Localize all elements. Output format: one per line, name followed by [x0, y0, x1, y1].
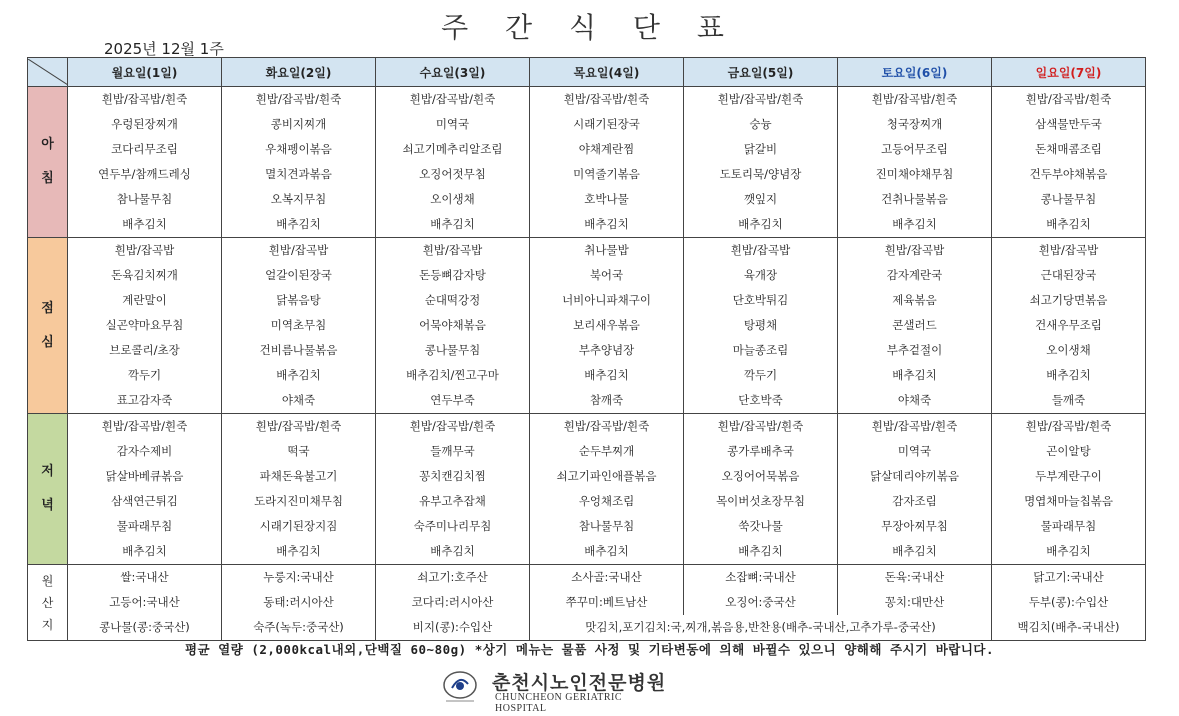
menu-item: 흰밥/잡곡밥/흰죽	[101, 419, 188, 433]
menu-item: 흰밥/잡곡밥/흰죽	[409, 419, 496, 433]
origin-item: 콩나물(콩:중국산)	[99, 620, 190, 634]
menu-item: 취나물밥	[584, 243, 629, 257]
origin-last-cell	[530, 615, 992, 641]
lunch-day-cell	[838, 238, 992, 414]
menu-item: 흰밥/잡곡밥/흰죽	[1025, 92, 1112, 106]
menu-item: 닭살바베큐볶음	[105, 469, 184, 483]
day-header-mon: 월요일(1일)	[68, 58, 222, 87]
origin-item: 소잡뼈:국내산	[725, 570, 796, 584]
menu-item: 배추김치	[1046, 544, 1091, 558]
menu-item: 감자계란국	[886, 268, 943, 282]
menu-item: 미역국	[897, 444, 932, 458]
origin-day-cell	[530, 565, 684, 616]
menu-item: 배추김치	[738, 217, 783, 231]
menu-item: 마늘종조림	[732, 343, 789, 357]
menu-item: 파채돈육불고기	[259, 469, 338, 483]
menu-item: 호박나물	[584, 192, 629, 206]
breakfast-day-cell	[68, 87, 222, 238]
hospital-name-en: CHUNCHEON GERIATRIC HOSPITAL	[495, 692, 622, 714]
menu-item: 미역국	[435, 117, 470, 131]
menu-item: 참깨죽	[589, 393, 624, 407]
menu-item: 건취나물볶음	[881, 192, 948, 206]
menu-item: 순대떡강정	[424, 293, 481, 307]
menu-item: 떡국	[287, 444, 310, 458]
menu-item: 브로콜리/초장	[109, 343, 180, 357]
menu-item: 부추겉절이	[886, 343, 943, 357]
menu-item: 어묵야채볶음	[419, 318, 486, 332]
day-header-row	[28, 58, 1146, 87]
lunch-day-cell	[68, 238, 222, 414]
menu-item: 흰밥/잡곡밥/흰죽	[255, 419, 342, 433]
menu-item: 흰밥/잡곡밥/흰죽	[563, 419, 650, 433]
menu-item: 건비름나물볶음	[259, 343, 338, 357]
menu-item: 연두부죽	[430, 393, 475, 407]
menu-item: 흰밥/잡곡밥	[1038, 243, 1099, 257]
menu-item: 청국장찌개	[886, 117, 943, 131]
menu-item: 우엉채조림	[578, 494, 635, 508]
menu-item: 오복지무침	[270, 192, 327, 206]
menu-item: 배추김치	[276, 217, 321, 231]
menu-item: 단호박죽	[738, 393, 783, 407]
dinner-day-cell	[68, 414, 222, 565]
menu-item: 깻잎지	[743, 192, 778, 206]
origin-last-cell	[992, 615, 1146, 641]
menu-item: 우채펭이볶음	[265, 142, 332, 156]
menu-item: 계란말이	[122, 293, 167, 307]
breakfast-day-cell	[376, 87, 530, 238]
menu-item: 돈육김치찌개	[111, 268, 178, 282]
origin-item: 숙주(녹두:중국산)	[253, 620, 344, 634]
menu-item: 배추김치	[122, 544, 167, 558]
menu-item: 물파래무침	[116, 519, 173, 533]
menu-item: 배추김치	[276, 368, 321, 382]
menu-item: 육개장	[743, 268, 778, 282]
hospital-name-kr: 춘천시노인전문병원	[492, 672, 667, 694]
meal-label-char: 점	[41, 300, 54, 316]
menu-item: 우렁된장찌개	[111, 117, 178, 131]
menu-item: 쑥갓나물	[738, 519, 783, 533]
menu-item: 배추김치	[892, 544, 937, 558]
menu-item: 멸치견과볶음	[265, 167, 332, 181]
menu-item: 진미채야채무침	[875, 167, 954, 181]
lunch-day-cell	[992, 238, 1146, 414]
breakfast-day-cell	[838, 87, 992, 238]
origin-item: 돈육:국내산	[884, 570, 945, 584]
menu-item: 닭살데리야끼볶음	[870, 469, 959, 483]
menu-item: 흰밥/잡곡밥/흰죽	[717, 92, 804, 106]
lunch-row	[28, 238, 1146, 414]
menu-item: 흰밥/잡곡밥/흰죽	[871, 419, 958, 433]
menu-item: 야채계란찜	[578, 142, 635, 156]
menu-item: 쇠고기메추리알조림	[402, 142, 503, 156]
menu-item: 콩가루배추국	[727, 444, 794, 458]
meal-label-char: 저	[41, 464, 54, 479]
menu-item: 흰밥/잡곡밥/흰죽	[409, 92, 496, 106]
origin-item: 쌀:국내산	[120, 570, 169, 584]
dinner-day-cell	[684, 414, 838, 565]
menu-item: 배추김치	[276, 544, 321, 558]
menu-item: 야채죽	[897, 393, 932, 407]
menu-item: 보리새우볶음	[573, 318, 640, 332]
menu-item: 곤이알탕	[1046, 444, 1091, 458]
menu-item: 배추김치/찐고구마	[406, 368, 499, 382]
breakfast-row	[28, 87, 1146, 238]
breakfast-day-cell	[530, 87, 684, 238]
menu-item: 콩나물무침	[424, 343, 481, 357]
day-header-sun: 일요일(7일)	[992, 58, 1146, 87]
menu-item: 배추김치	[1046, 217, 1091, 231]
menu-item: 제육볶음	[892, 293, 937, 307]
dinner-day-cell	[838, 414, 992, 565]
breakfast-day-cell	[222, 87, 376, 238]
menu-item: 닭볶음탕	[276, 293, 321, 307]
corner-cell	[28, 58, 68, 87]
menu-item: 도토리묵/양념장	[719, 167, 802, 181]
menu-item: 실곤약마요무침	[105, 318, 184, 332]
menu-item: 흰밥/잡곡밥/흰죽	[563, 92, 650, 106]
menu-item: 오이생채	[430, 192, 475, 206]
menu-item: 콩나물무침	[1040, 192, 1097, 206]
menu-item: 쇠고기파인애플볶음	[556, 469, 657, 483]
breakfast-day-cell	[992, 87, 1146, 238]
menu-item: 연두부/참깨드레싱	[98, 167, 191, 181]
menu-item: 건새우무조림	[1035, 318, 1102, 332]
menu-item: 흰밥/잡곡밥/흰죽	[1025, 419, 1112, 433]
origin-day-cell	[376, 565, 530, 616]
hospital-logo	[440, 668, 670, 714]
diagonal-line-icon	[28, 59, 68, 85]
origin-item: 누룽지:국내산	[263, 570, 334, 584]
menu-item: 배추김치	[122, 217, 167, 231]
menu-item: 들깨죽	[1051, 393, 1086, 407]
origin-row	[28, 565, 1146, 616]
menu-item: 쇠고기당면볶음	[1029, 293, 1108, 307]
origin-item: 비지(콩):수입산	[412, 620, 493, 634]
menu-item: 배추김치	[892, 217, 937, 231]
menu-item: 삼색물만두국	[1035, 117, 1102, 131]
menu-item: 흰밥/잡곡밥/흰죽	[871, 92, 958, 106]
day-header-thu: 목요일(4일)	[530, 58, 684, 87]
origin-day-cell	[992, 565, 1146, 616]
menu-item: 표고감자죽	[116, 393, 173, 407]
origin-label-char: 원	[41, 573, 54, 588]
menu-item: 미역초무침	[270, 318, 327, 332]
origin-day-cell	[68, 565, 222, 616]
menu-item: 오이생채	[1046, 343, 1091, 357]
origin-item: 고등어:국내산	[109, 595, 180, 609]
menu-item: 흰밥/잡곡밥	[730, 243, 791, 257]
menu-item: 흰밥/잡곡밥	[268, 243, 329, 257]
origin-item: 닭고기:국내산	[1033, 570, 1104, 584]
menu-item: 시래기된장국	[573, 117, 640, 131]
origin-item: 코다리:러시아산	[411, 595, 494, 609]
meal-label-char: 녁	[41, 498, 54, 513]
day-header-wed: 수요일(3일)	[376, 58, 530, 87]
menu-item: 코다리무조림	[111, 142, 178, 156]
menu-item: 단호박튀김	[732, 293, 789, 307]
menu-item: 도라지진미채무침	[254, 494, 343, 508]
menu-item: 콘샐러드	[892, 318, 937, 332]
menu-item: 너비아니파채구이	[562, 293, 651, 307]
lunch-label	[28, 238, 68, 414]
week-date: 2025년 12월 1주	[104, 40, 224, 58]
origin-item: 맛김치,포기김치:국,찌개,볶음용,반찬용(배추-국내산,고추가루-중국산)	[585, 620, 936, 634]
menu-item: 흰밥/잡곡밥/흰죽	[717, 419, 804, 433]
menu-item: 돈등뼈감자탕	[419, 268, 486, 282]
lunch-day-cell	[376, 238, 530, 414]
origin-last-cell	[376, 615, 530, 641]
lunch-day-cell	[684, 238, 838, 414]
origin-label-char: 지	[41, 617, 54, 632]
menu-item: 감자수제비	[116, 444, 173, 458]
origin-item: 쭈꾸미:베트남산	[565, 595, 648, 609]
menu-item: 배추김치	[430, 217, 475, 231]
origin-day-cell	[838, 565, 992, 616]
dinner-row	[28, 414, 1146, 565]
menu-item: 오징어젓무침	[419, 167, 486, 181]
meal-label-char: 침	[41, 171, 54, 186]
origin-item: 쇠고기:호주산	[417, 570, 488, 584]
origin-last-cell	[68, 615, 222, 641]
menu-item: 배추김치	[892, 368, 937, 382]
origin-label-char: 산	[41, 595, 54, 610]
menu-item: 흰밥/잡곡밥	[114, 243, 175, 257]
menu-item: 야채죽	[281, 393, 316, 407]
menu-item: 목이버섯초장무침	[716, 494, 805, 508]
menu-item: 삼색연근튀김	[111, 494, 178, 508]
menu-item: 미역줄기볶음	[573, 167, 640, 181]
dinner-label	[28, 414, 68, 565]
menu-item: 깍두기	[127, 368, 162, 382]
hospital-emblem-icon	[440, 670, 480, 704]
day-header-fri: 금요일(5일)	[684, 58, 838, 87]
origin-day-cell	[222, 565, 376, 616]
origin-item: 오징어:중국산	[725, 595, 796, 609]
menu-item: 깍두기	[743, 368, 778, 382]
dinner-day-cell	[530, 414, 684, 565]
menu-item: 물파래무침	[1040, 519, 1097, 533]
page-title: 주 간 식 단 표	[441, 11, 738, 44]
menu-item: 근대된장국	[1040, 268, 1097, 282]
menu-item: 감자조림	[892, 494, 937, 508]
menu-item: 흰밥/잡곡밥/흰죽	[101, 92, 188, 106]
footer-note: 평균 열량 (2,000kcal내외,단백질 60~80g) *상기 메뉴는 물품 사정 및 기타변동에 의해 바뀔수 있으니 양해해 주시기 바랍니다.	[184, 642, 995, 657]
menu-item: 참나물무침	[116, 192, 173, 206]
menu-item: 탕평채	[743, 318, 778, 332]
origin-last-row	[28, 615, 1146, 641]
menu-item: 흰밥/잡곡밥	[884, 243, 945, 257]
origin-label	[28, 565, 68, 641]
day-header-tue: 화요일(2일)	[222, 58, 376, 87]
menu-item: 콩비지찌개	[270, 117, 327, 131]
menu-table	[27, 57, 1146, 641]
menu-item: 배추김치	[430, 544, 475, 558]
lunch-day-cell	[222, 238, 376, 414]
menu-item: 고등어무조림	[881, 142, 948, 156]
menu-item: 건두부야채볶음	[1029, 167, 1108, 181]
menu-item: 오징어어묵볶음	[721, 469, 800, 483]
menu-item: 순두부찌개	[578, 444, 635, 458]
menu-item: 숙주미나리무침	[413, 519, 492, 533]
menu-item: 숭늉	[749, 117, 772, 131]
breakfast-day-cell	[684, 87, 838, 238]
menu-item: 돈채매콤조림	[1035, 142, 1102, 156]
menu-item: 닭갈비	[743, 142, 778, 156]
menu-item: 참나물무침	[578, 519, 635, 533]
day-header-sat: 토요일(6일)	[838, 58, 992, 87]
menu-item: 명엽채마늘칩볶음	[1024, 494, 1113, 508]
menu-item: 무장아찌무침	[881, 519, 948, 533]
meal-label-char: 아	[41, 137, 54, 152]
breakfast-label	[28, 87, 68, 238]
menu-item: 배추김치	[584, 368, 629, 382]
origin-item: 두부(콩):수입산	[1028, 595, 1109, 609]
origin-item: 백김치(배추-국내산)	[1017, 620, 1120, 634]
menu-item: 들깨무국	[430, 444, 475, 458]
menu-item: 시래기된장지짐	[259, 519, 338, 533]
menu-item: 꽁치캔김치찜	[419, 469, 486, 483]
meal-label-char: 심	[41, 334, 54, 350]
origin-last-cell	[222, 615, 376, 641]
dinner-day-cell	[222, 414, 376, 565]
menu-item: 흰밥/잡곡밥	[422, 243, 483, 257]
origin-item: 동태:러시아산	[263, 595, 334, 609]
dinner-day-cell	[376, 414, 530, 565]
menu-item: 배추김치	[584, 544, 629, 558]
menu-item: 부추양념장	[578, 343, 635, 357]
menu-item: 얼갈이된장국	[265, 268, 332, 282]
menu-item: 두부계란구이	[1035, 469, 1102, 483]
menu-item: 흰밥/잡곡밥/흰죽	[255, 92, 342, 106]
origin-item: 꽁치:대만산	[884, 595, 945, 609]
origin-day-cell	[684, 565, 838, 616]
lunch-day-cell	[530, 238, 684, 414]
menu-item: 유부고추잡채	[419, 494, 486, 508]
menu-item: 배추김치	[738, 544, 783, 558]
dinner-day-cell	[992, 414, 1146, 565]
menu-item: 배추김치	[1046, 368, 1091, 382]
menu-item: 배추김치	[584, 217, 629, 231]
menu-item: 북어국	[589, 268, 624, 282]
origin-item: 소사골:국내산	[571, 570, 642, 584]
